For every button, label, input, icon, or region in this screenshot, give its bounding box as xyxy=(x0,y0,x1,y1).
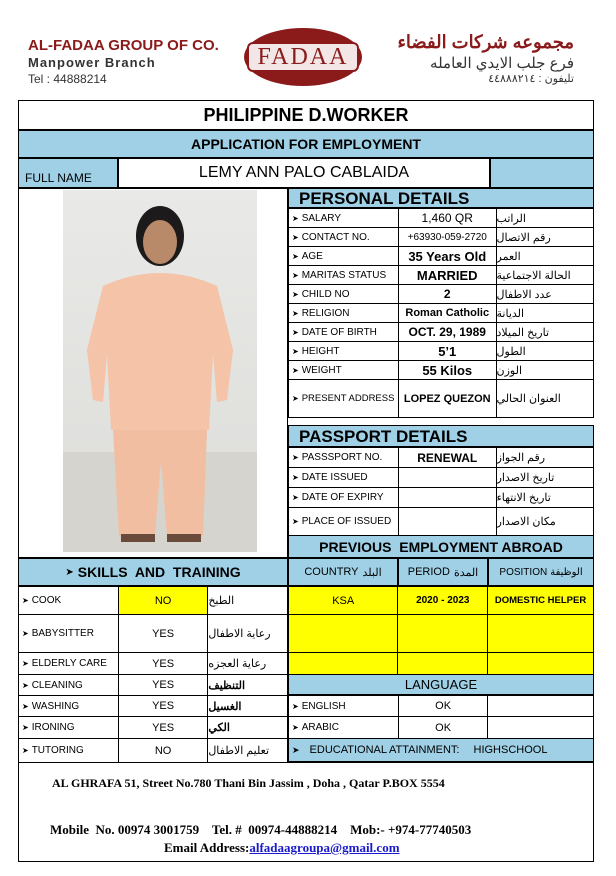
skill-babysitter-value: YES xyxy=(152,627,175,640)
employment-header xyxy=(288,535,594,558)
language-english-label: ➤ ENGLISH xyxy=(289,701,398,712)
document-title xyxy=(18,100,594,130)
education-row xyxy=(288,738,594,762)
logo-text: FADAA xyxy=(257,43,349,70)
table-row xyxy=(19,739,288,763)
skill-cleaning-label: ➤ CLEANING xyxy=(19,680,118,691)
skill-elderly-label: ➤ ELDERLY CARE xyxy=(19,658,118,669)
applicant-figure-icon xyxy=(63,190,257,552)
fadaa-logo xyxy=(244,28,362,86)
language-table xyxy=(288,695,594,739)
table-row xyxy=(289,209,594,228)
table-row xyxy=(19,696,288,717)
marital-status-label: ➤ MARITAS STATUS xyxy=(289,270,398,281)
skill-ironing-label: ➤ IRONING xyxy=(19,722,118,733)
table-row xyxy=(19,615,288,653)
skill-washing-label: ➤ WASHING xyxy=(19,701,118,712)
contact-label: ➤ CONTACT NO. xyxy=(289,232,398,243)
language-header xyxy=(288,674,594,695)
table-row xyxy=(289,696,594,717)
passport-no-value: RENEWAL xyxy=(417,450,478,465)
employment-position-value: DOMESTIC HELPER xyxy=(494,595,587,606)
dob-label-ar: تاريخ الميلاد xyxy=(496,326,550,339)
table-row xyxy=(289,488,594,508)
full-name-spacer xyxy=(490,158,594,188)
passport-details-heading: PASSPORT DETAILS xyxy=(299,427,468,446)
footer-email-line xyxy=(164,840,400,856)
place-issued-label-ar: مكان الاصدار xyxy=(496,516,556,528)
child-no-label: ➤ CHILD NO xyxy=(289,289,398,300)
marital-status-value: MARRIED xyxy=(416,267,478,283)
branch-name-ar: فرع جلب الايدي العامله xyxy=(430,55,574,72)
skill-tutoring-label-ar: تعليم الاطفال xyxy=(208,745,270,757)
skill-ironing-value: YES xyxy=(152,721,175,734)
footer-address: AL GHRAFA 51, Street No.780 Thani Bin Jassim , Doha , Qatar P.BOX 5554 xyxy=(52,776,445,790)
personal-details-header xyxy=(288,188,594,208)
contact-value: +63930-059-2720 xyxy=(407,231,487,243)
religion-label-ar: الديانة xyxy=(496,307,525,320)
table-row xyxy=(289,448,594,468)
salary-value: 1,460 QR xyxy=(421,211,473,225)
date-expiry-label-ar: تاريخ الانتهاء xyxy=(496,492,551,504)
applicant-photo xyxy=(63,190,257,552)
age-label-ar: العمر xyxy=(496,250,521,263)
country-column-label-ar: البلد xyxy=(362,566,382,579)
table-row xyxy=(289,323,594,342)
skill-elderly-label-ar: رعاية العجزه xyxy=(208,658,267,670)
skill-cleaning-label-ar: التنظيف xyxy=(208,679,246,692)
religion-label: ➤ RELIGION xyxy=(289,308,398,319)
weight-label-ar: الوزن xyxy=(496,364,523,377)
footer-contacts: Mobile No. 00974 3001759 Tel. # 00974-44888214 Mob:- +974-77740503 xyxy=(50,822,472,837)
skill-cook-value: NO xyxy=(154,594,172,607)
letterhead xyxy=(0,0,616,92)
skills-header xyxy=(18,558,288,586)
full-name-label-cell xyxy=(18,158,118,188)
height-label-ar: الطول xyxy=(496,345,526,358)
table-row xyxy=(289,508,594,536)
table-row xyxy=(19,717,288,739)
table-row xyxy=(289,247,594,266)
company-name-en: AL-FADAA GROUP OF CO. xyxy=(28,37,219,54)
weight-label: ➤ WEIGHT xyxy=(289,365,398,376)
skill-tutoring-value: NO xyxy=(154,744,172,757)
position-column-label: POSITION xyxy=(499,566,548,578)
skill-tutoring-label: ➤ TUTORING xyxy=(19,745,118,756)
passport-details-header xyxy=(288,425,594,447)
language-heading: LANGUAGE xyxy=(404,677,478,692)
education-label: EDUCATIONAL ATTAINMENT: xyxy=(309,744,460,756)
skills-table xyxy=(18,586,288,763)
period-column-label: PERIOD xyxy=(407,566,450,578)
footer-email-link[interactable]: alfadaagroupa@gmail.com xyxy=(249,840,400,855)
skill-washing-value: YES xyxy=(152,700,175,712)
table-row xyxy=(289,653,594,675)
height-label: ➤ HEIGHT xyxy=(289,346,398,357)
date-expiry-label: ➤ DATE OF EXPIRY xyxy=(289,492,398,503)
employment-country-value: KSA xyxy=(332,594,355,607)
table-row xyxy=(289,285,594,304)
table-row xyxy=(289,361,594,380)
skill-elderly-value: YES xyxy=(152,657,175,670)
table-row xyxy=(19,675,288,696)
company-name-ar: مجموعه شركات الفضاء xyxy=(397,32,574,52)
place-issued-label: ➤ PLACE OF ISSUED xyxy=(289,516,398,527)
education-value: HIGHSCHOOL xyxy=(473,744,548,756)
period-column-header xyxy=(398,558,488,586)
employment-table xyxy=(288,586,594,675)
religion-value: Roman Catholic xyxy=(405,307,490,319)
language-arabic-label: ➤ ARABIC xyxy=(289,722,398,733)
skills-heading: SKILLS AND TRAINING xyxy=(77,564,241,580)
telephone-en: Tel : 44888214 xyxy=(28,72,107,86)
date-issued-label: ➤ DATE ISSUED xyxy=(289,472,398,483)
telephone-ar: تليفون : ٤٤٨٨٨٢١٤ xyxy=(488,73,574,85)
table-row xyxy=(289,304,594,323)
employment-period-value: 2020 - 2023 xyxy=(416,595,470,606)
position-column-label-ar: الوظيفة xyxy=(550,566,583,578)
age-label: ➤ AGE xyxy=(289,251,398,262)
table-row xyxy=(19,653,288,675)
full-name-value: LEMY ANN PALO CABLAIDA xyxy=(198,164,410,181)
salary-label: ➤ SALARY xyxy=(289,213,398,224)
table-row xyxy=(289,717,594,739)
table-row xyxy=(289,615,594,653)
language-english-value: OK xyxy=(435,700,452,712)
salary-label-ar: الراتب xyxy=(496,212,526,225)
date-issued-label-ar: تاريخ الاصدار xyxy=(496,472,555,484)
personal-details-heading: PERSONAL DETAILS xyxy=(299,189,470,208)
logo-plate xyxy=(247,42,359,72)
employment-heading: PREVIOUS EMPLOYMENT ABROAD xyxy=(319,538,563,555)
weight-value: 55 Kilos xyxy=(422,362,473,378)
table-row xyxy=(289,228,594,247)
table-row xyxy=(19,587,288,615)
passport-no-label: ➤ PASSSPORT NO. xyxy=(289,452,398,463)
skill-cook-label-ar: الطبخ xyxy=(208,595,235,607)
skills-arrow-icon: ➤ xyxy=(65,566,74,578)
age-value: 35 Years Old xyxy=(408,248,487,264)
skill-cook-label: ➤ COOK xyxy=(19,595,118,606)
personal-details-table xyxy=(288,208,594,418)
skill-ironing-label-ar: الكي xyxy=(208,722,230,734)
height-value: 5’1 xyxy=(438,343,457,359)
skill-babysitter-label: ➤ BABYSITTER xyxy=(19,628,118,639)
child-no-label-ar: عدد الاطفال xyxy=(496,288,552,301)
address-value: LOPEZ QUEZON xyxy=(403,392,491,405)
table-row xyxy=(289,380,594,418)
passport-no-label-ar: رقم الجواز xyxy=(496,452,546,464)
dob-label: ➤ DATE OF BIRTH xyxy=(289,327,398,338)
address-label-ar: العنوان الحالي xyxy=(496,393,561,405)
application-subtitle-text: APPLICATION FOR EMPLOYMENT xyxy=(191,136,421,152)
marital-status-label-ar: الحالة الاجتماعية xyxy=(496,269,571,282)
table-row xyxy=(289,266,594,285)
skill-washing-label-ar: الغسيل xyxy=(208,700,242,713)
period-column-label-ar: المدة xyxy=(453,566,479,579)
child-no-value: 2 xyxy=(443,287,451,301)
passport-details-table xyxy=(288,447,594,536)
full-name-label: FULL NAME xyxy=(25,171,92,185)
footer-email-label: Email Address: xyxy=(164,840,250,855)
application-subtitle xyxy=(18,130,594,158)
document-title-text: PHILIPPINE D.WORKER xyxy=(203,104,409,125)
dob-value: OCT. 29, 1989 xyxy=(408,325,486,339)
skill-cleaning-value: YES xyxy=(152,679,175,691)
table-row xyxy=(289,587,594,615)
country-column-label: COUNTRY xyxy=(304,566,359,578)
full-name-cell xyxy=(118,158,490,188)
country-column-header xyxy=(288,558,398,586)
skill-babysitter-label-ar: رعاية الاطفال xyxy=(208,628,271,640)
address-label: ➤ PRESENT ADDRESS xyxy=(289,393,398,404)
position-column-header xyxy=(488,558,594,586)
table-row xyxy=(289,342,594,361)
contact-label-ar: رقم الاتصال xyxy=(496,231,551,244)
education-arrow-icon: ➤ xyxy=(292,744,300,755)
table-row xyxy=(289,468,594,488)
branch-name-en: Manpower Branch xyxy=(28,55,156,70)
language-arabic-value: OK xyxy=(435,721,452,734)
